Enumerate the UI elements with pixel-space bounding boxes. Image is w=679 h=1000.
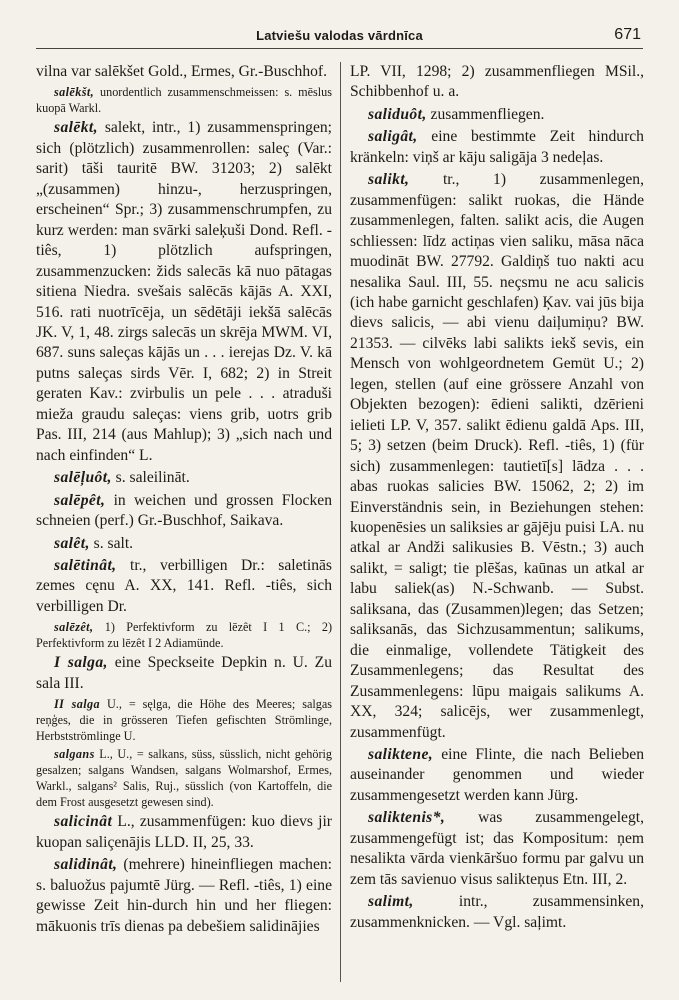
dictionary-entry: [36, 653, 332, 694]
entry-text: 1) Perfektivform zu lēzêt I 1 C.; 2) Perfektivform zu lēzêt I 2 Adiamünde.: [36, 620, 332, 651]
entry-headword: salêt,: [54, 534, 90, 552]
entry-headword: I salga,: [54, 654, 108, 672]
entry-headword: salicinât: [54, 813, 113, 831]
entry-headword: salgans: [54, 747, 95, 762]
entry-text: zusammenfliegen.: [430, 105, 545, 123]
entry-headword: salēpêt,: [54, 491, 106, 509]
entry-text: (mehrere) hineinfliegen machen: s. baluožus pajumtē Jürg. — Refl. -tiês, 1) eine gewisse Zeit hin-durch hin und her fliegen: mākuonis trīs dienas pa debešiem salidinājies: [36, 856, 332, 935]
entry-text: L., zusammenfügen: kuo dievs jir kuopan saliçenājis LLD. II, 25, 33.: [36, 813, 332, 851]
dictionary-entry: [350, 105, 644, 125]
entry-text: eine bestimmte Zeit hindurch kränkeln: viņš ar kāju saligāja 3 nedeļas.: [350, 128, 644, 166]
entry-headword: saliktenis*,: [368, 809, 446, 827]
entry-text: tr., 1) zusammenlegen, zusammenfügen: salikt ruokas, die Hände zusammenlegen, falten. salikt acis, die Augen schliessen: līdz actiņas vien saliku, māsa nāca muodināt BW. 27792. Galdiņš tuo nakti acu nesalika Saul. III, 55. neçsmu ne acu salicis (ich habe garnicht geschlafen) Ķav. vai jūs bija dievs salicis, — abi vienu daiļumiņu? BW. 21353. — cilvēks labi salikts iekš sevis, ein Mensch von wohlgeordnetem Gemüt U.; 2) legen, stellen (auf eine grössere Anzahl von Objekten bezogen): ēdieni salikti, dzērieni ielieti LP. V, 357. salikt ēdienu galdā Aps. III, 5; 3) setzen (beim Druck). Refl. -tiês, 1) (für sich) zusammenlegen: tautietī[s] lādza . . . abas ruokas salicies BW. 15062, 2; 2) im Einverständnis sein, in Beziehungen stehen: kuopenēsies un saliksies ar gājēju puisi LA. nu atkal ar Andži salikusies B. Vēstn.; 3) auch salikt, = saligt; tie plēšas, kaūnas un atkal ar labu saliek(as) N.-Schwanb. — Subst. saliksana, das (Zusammen)legen; das Setzen; saliksanās, das Sichzusammentun; salikums, die einmalige, vollendete Tätigkeit des Zusammenlegens; das Resultat des Zusammenlegens: lūpu maigais salikums A. XX, 324; salicējs, wer zusammenlegt, zusammenfügt.: [350, 171, 644, 741]
entry-text: was zusammengelegt, zusammengefügt ist; das Kompositum: ņem nesalikta vārda vienkāršuo formu par galvu un zem tās savienuo visus salikteņus Etn. III, 2.: [350, 809, 644, 888]
dictionary-entry: [36, 812, 332, 853]
dictionary-entry: [36, 855, 332, 937]
dictionary-entry: [36, 619, 332, 651]
dictionary-entry: [350, 170, 644, 743]
dictionary-entry: [36, 556, 332, 617]
dictionary-entry: [350, 127, 644, 168]
dictionary-entry: [36, 62, 332, 82]
entry-headword: saligât,: [368, 128, 418, 146]
dictionary-entry: [350, 892, 644, 933]
page-number: 671: [614, 26, 641, 43]
entry-text: unordentlich zusammenschmeissen: s. mēslus kuopā Warkl.: [36, 85, 332, 116]
entry-headword: salēļuôt,: [54, 469, 112, 487]
entry-text: s. salt.: [93, 534, 134, 552]
dictionary-entry: [36, 696, 332, 744]
dictionary-entry: [36, 468, 332, 488]
entry-headword: salētinât,: [54, 556, 117, 574]
entry-text: U., = sęlga, die Höhe des Meeres; salgas reņģes, die in grösseren Tiefen gefischten Strömlinge, Herbstströmlinge U.: [36, 697, 332, 744]
dictionary-entry: [36, 534, 332, 554]
dictionary-entry: [36, 491, 332, 532]
entry-text: salekt, intr., 1) zusammenspringen; sich (plötzlich) zusammenrollen: saleç (Var.: sarit) tāši tauritē BW. 31203; 2) salēkt „(zusammen) hinzu-, herzuspringen, erscheinen“ Spr.; 3) zusammenschrumpfen, zu kurz werden: man svārki saleķuši Dond. Refl. -tiês, 1) plötzlich aufspringen, zusammenzucken: žids salecās kā nuo pātagas sitiena Niedra. svešais salēcās kājās A. XXI, 516. rati nuotrīcēja, un sēdētāji iekšā salēcās JK. V, 1, 48. zirgs salecās un skrēja MWM. VI, 687. suns saleças kājās un . . . ierejas Dz. V. kā putns saleças sirds Vēr. I, 682; 2) in Streit geraten Kav.: zvirbulis un pele . . . atraduši mieža graudu saleças: viens grib, uotrs grib Pas. III, 214 (aus Mahlup); 3) „sich nach und nach einfinden“ L.: [36, 119, 332, 464]
entry-headword: salikt,: [368, 171, 410, 189]
entry-headword: saliktene,: [368, 745, 434, 763]
dictionary-entry: [36, 746, 332, 810]
entry-text: tr., verbilligen Dr.: saletinās zemes cęnu A. XX, 141. Refl. -tiês, sich verbilligen Dr.: [36, 556, 332, 615]
entry-headword: II salga: [54, 697, 101, 712]
dictionary-entry: [350, 62, 644, 103]
entry-text: in weichen und grossen Flocken schneien (perf.) Gr.-Buschhof, Saikava.: [36, 491, 332, 530]
entry-text: eine Flinte, die nach Belieben auseinander genommen und wieder zusammengesetzt werden kann Jürg.: [350, 745, 644, 804]
entry-headword: salidinât,: [54, 856, 118, 874]
running-title: Latviešu valodas vārdnīca: [256, 28, 423, 43]
dictionary-entry: [36, 118, 332, 466]
running-head: [36, 26, 643, 49]
dictionary-entry: [350, 808, 644, 890]
entry-text: LP. VII, 1298; 2) zusammenfliegen MSil., Schibbenhof u. a.: [350, 63, 644, 101]
dictionary-entry: [36, 84, 332, 116]
right-column: [350, 62, 644, 992]
column-divider: [340, 62, 341, 982]
entry-headword: salēzêt,: [54, 620, 94, 635]
entry-text: s. saleilināt.: [115, 469, 190, 487]
entry-headword: saliduôt,: [368, 105, 427, 123]
left-column: [36, 62, 332, 992]
dictionary-entry: [350, 745, 644, 806]
entry-headword: salēkšt,: [54, 85, 95, 100]
entry-text: L., U., = salkans, süss, süsslich, nicht gehörig gesalzen; salgans Wandsen, salgans Wolmarshof, Ermes, Warkl., salgans² Salis, Ruj., süsslich (von Kartoffeln, die dem Frost ausgesetzt gewesen sind).: [36, 747, 332, 810]
entry-text: eine Speckseite Depkin n. U. Zu sala III.: [36, 654, 332, 692]
entry-text: intr., zusammensinken, zusammenknicken. — Vgl. saļimt.: [350, 893, 644, 931]
entry-headword: salimt,: [368, 893, 414, 911]
entry-headword: salēkt,: [54, 119, 98, 137]
entry-text: vilna var salēkšet Gold., Ermes, Gr.-Buschhof.: [36, 63, 328, 80]
